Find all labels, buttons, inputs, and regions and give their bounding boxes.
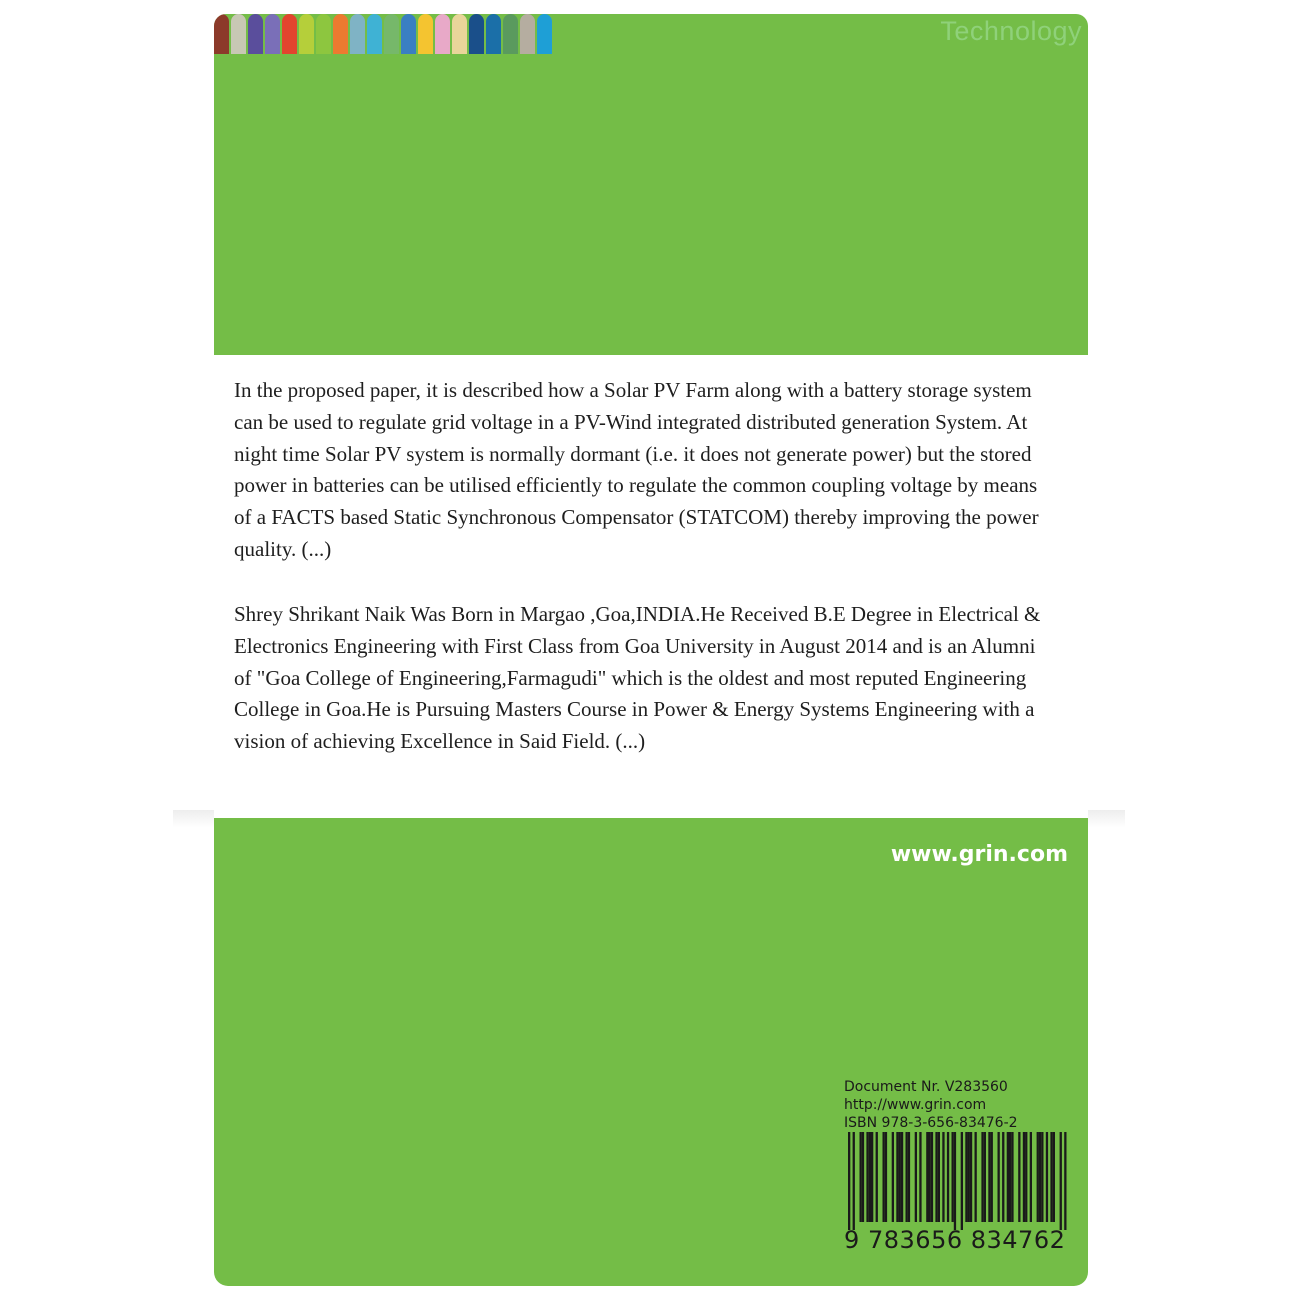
text-area [214,355,1088,818]
barcode-digits: 783656 834762 [868,1226,1066,1254]
color-tabs [214,14,554,54]
color-tab [452,14,467,54]
color-tab [282,14,297,54]
top-green-panel [214,14,1088,355]
author-bio-text: Shrey Shrikant Naik Was Born in Margao ,Goa,INDIA.He Received B.E Degree in Electrical & Electronics Engineering with First Class from Goa University in August 2014 and is an Alumni of "Goa College of Engineering,Farmagudi" which is the oldest and most reputed Engineering College in Goa.He is Pursuing Masters Course in Power & Energy Systems Engineering with a vision of achieving Excellence in Said Field. (...) [234,602,1041,754]
color-tab [316,14,331,54]
color-tab [248,14,263,54]
document-number: Document Nr. V283560 [844,1079,1008,1095]
color-tab [367,14,382,54]
bottom-green-panel [214,818,1088,1286]
color-tab [214,14,229,54]
color-tab [350,14,365,54]
color-tab [401,14,416,54]
color-tab [231,14,246,54]
color-tab [469,14,484,54]
category-label: Technology [940,16,1082,46]
document-url: http://www.grin.com [844,1097,987,1113]
color-tab [265,14,280,54]
color-tab [333,14,348,54]
abstract-text: In the proposed paper, it is described how a Solar PV Farm along with a battery storage system can be used to regulate grid voltage in a PV-Wind integrated distributed generation System. At night time Solar PV system is normally dormant (i.e. it does not generate power) but the stored power in batteries can be utilised efficiently to regulate the common coupling voltage by means of a FACTS based Static Synchronous Compensator (STATCOM) thereby improving the power quality. (...) [234,378,1039,561]
barcode-first-digit: 9 [844,1226,860,1254]
document-info [844,1078,1018,1132]
barcode-bars [842,1132,1074,1230]
color-tab [537,14,552,54]
color-tab [418,14,433,54]
color-tab [384,14,399,54]
book-back-cover [214,14,1088,1286]
website-url: www.grin.com [890,842,1068,867]
color-tab [435,14,450,54]
color-tab [299,14,314,54]
color-tab [486,14,501,54]
color-tab [520,14,535,54]
color-tab [503,14,518,54]
isbn: ISBN 978-3-656-83476-2 [844,1115,1018,1131]
barcode [842,1132,1074,1262]
